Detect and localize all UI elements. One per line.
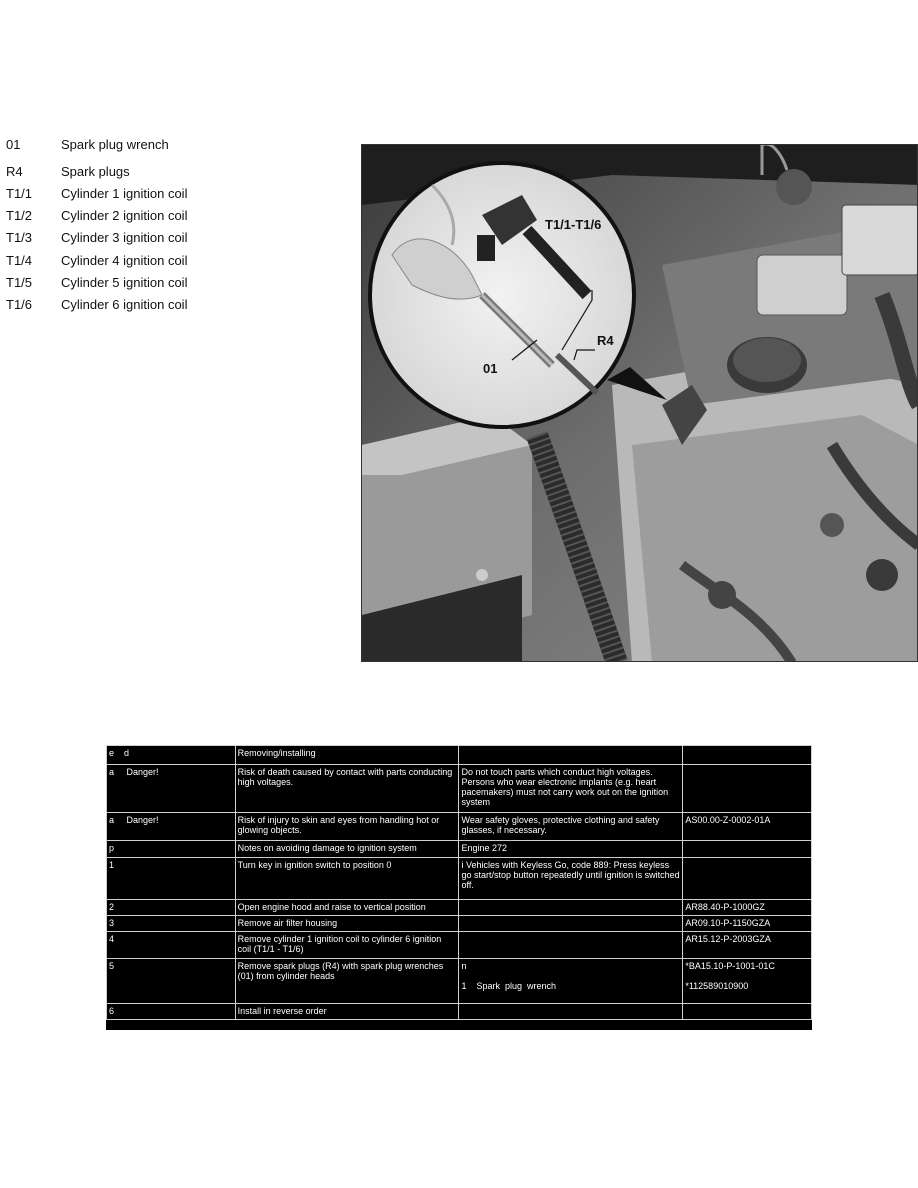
table-cell: [683, 746, 812, 765]
table-cell: [683, 858, 812, 900]
table-cell: [459, 900, 683, 916]
table-cell: i Vehicles with Keyless Go, code 889: Press keyless go start/stop button repeatedly until ignition is switched off.: [459, 858, 683, 900]
table-cell: AS00.00-Z-0002-01A: [683, 813, 812, 841]
table-cell: Remove air filter housing: [235, 916, 459, 932]
legend-label: Spark plugs: [61, 164, 130, 179]
table-cell: AR09.10-P-1150GZA: [683, 916, 812, 932]
table-cell: e d: [107, 746, 236, 765]
table-cell: n 1 Spark plug wrench: [459, 959, 683, 1004]
table-row: [107, 746, 812, 765]
table-row: [107, 813, 812, 841]
table-cell: Risk of injury to skin and eyes from handling hot or glowing objects.: [235, 813, 459, 841]
callout-wrench: 01: [483, 361, 498, 376]
legend-code: T1/1: [6, 186, 33, 201]
table-cell: p: [107, 841, 236, 858]
table-cell: [459, 932, 683, 959]
table-cell: 5: [107, 959, 236, 1004]
procedure-table: [106, 745, 812, 1020]
table-cell: Risk of death caused by contact with parts conducting high voltages.: [235, 765, 459, 813]
table-cell: a Danger!: [107, 813, 236, 841]
legend-label: Cylinder 2 ignition coil: [61, 208, 188, 223]
table-cell: Removing/installing: [235, 746, 459, 765]
table-cell: Install in reverse order: [235, 1004, 459, 1020]
table-cell: [459, 916, 683, 932]
table-cell: Notes on avoiding damage to ignition system: [235, 841, 459, 858]
table-cell: 2: [107, 900, 236, 916]
table-cell: Turn key in ignition switch to position 0: [235, 858, 459, 900]
legend-code: 01: [6, 137, 21, 152]
table-cell: Remove spark plugs (R4) with spark plug wrenches (01) from cylinder heads: [235, 959, 459, 1004]
table-cell: 3: [107, 916, 236, 932]
legend-label: Cylinder 1 ignition coil: [61, 186, 188, 201]
table-row: [107, 858, 812, 900]
table-row: [107, 900, 812, 916]
table-cell: 1: [107, 858, 236, 900]
legend-label: Cylinder 5 ignition coil: [61, 275, 188, 290]
table-cell: Open engine hood and raise to vertical position: [235, 900, 459, 916]
table-cell: Remove cylinder 1 ignition coil to cylinder 6 ignition coil (T1/1 - T1/6): [235, 932, 459, 959]
table-cell: [683, 841, 812, 858]
table-row: [107, 959, 812, 1004]
legend-code: T1/6: [6, 297, 33, 312]
legend-label: Cylinder 4 ignition coil: [61, 253, 188, 268]
table-cell: *BA15.10-P-1001-01C *112589010900: [683, 959, 812, 1004]
table-cell: a Danger!: [107, 765, 236, 813]
table-cell: AR88.40-P-1000GZ: [683, 900, 812, 916]
table-cell: 4: [107, 932, 236, 959]
callout-coils: T1/1-T1/6: [545, 217, 602, 232]
table-cell: Wear safety gloves, protective clothing and safety glasses, if necessary.: [459, 813, 683, 841]
table-cell: [459, 746, 683, 765]
legend-code: T1/3: [6, 230, 33, 245]
table-cell: [683, 1004, 812, 1020]
legend-code: T1/2: [6, 208, 33, 223]
legend-code: T1/4: [6, 253, 33, 268]
table-row: [107, 932, 812, 959]
table-cell: 6: [107, 1004, 236, 1020]
table-row: [107, 765, 812, 813]
table-cell: [683, 765, 812, 813]
table-row: [107, 841, 812, 858]
legend-label: Spark plug wrench: [61, 137, 169, 152]
legend-label: Cylinder 3 ignition coil: [61, 230, 188, 245]
callout-spark-plugs: R4: [597, 333, 614, 348]
table-cell: Do not touch parts which conduct high voltages. Persons who wear electronic implants (e.g. heart pacemakers) must not carry work out on the ignition system: [459, 765, 683, 813]
table-cell: [459, 1004, 683, 1020]
table-row: [107, 916, 812, 932]
legend-label: Cylinder 6 ignition coil: [61, 297, 188, 312]
table-cell: AR15.12-P-2003GZA: [683, 932, 812, 959]
legend-code: R4: [6, 164, 23, 179]
legend-code: T1/5: [6, 275, 33, 290]
table-row: [107, 1004, 812, 1020]
table-cell: Engine 272: [459, 841, 683, 858]
engine-bay-photo: [361, 144, 918, 662]
